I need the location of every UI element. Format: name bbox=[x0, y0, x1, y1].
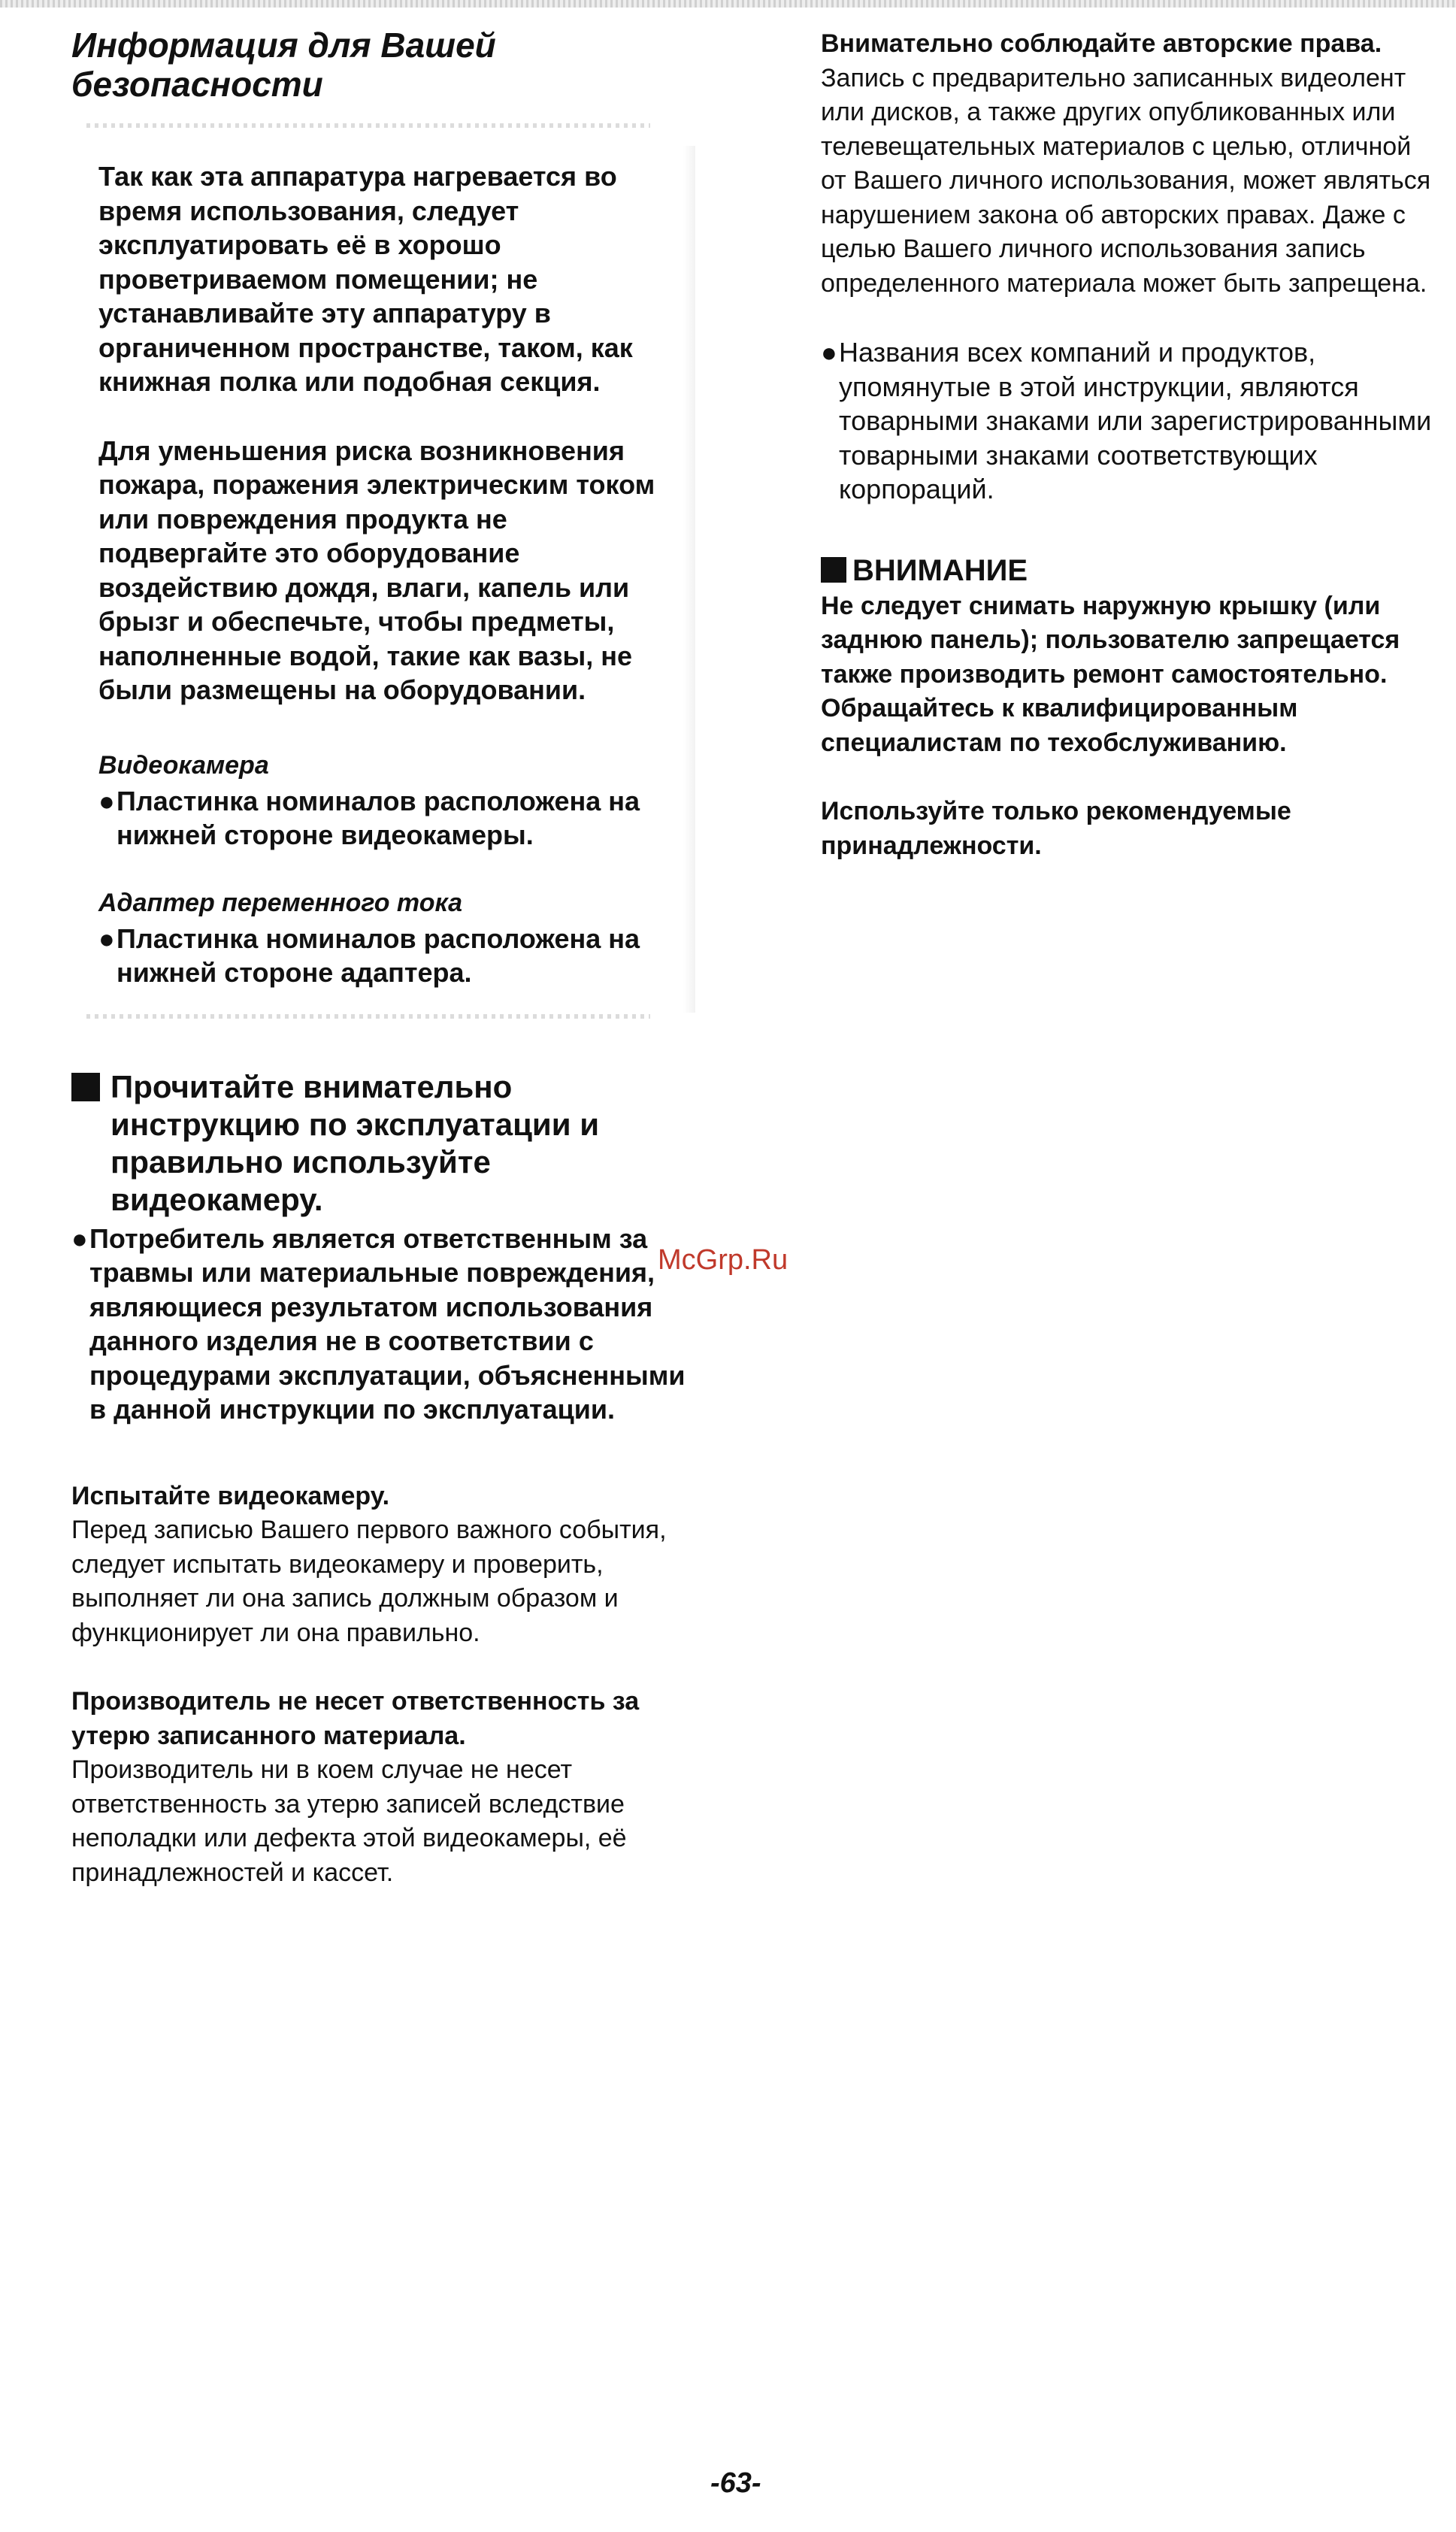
trademark-bullet-text: Названия всех компаний и продуктов, упомянутые в этой инструкции, являются товарными знаками или зарегистрированными товарными знаками соответствующих корпораций. bbox=[839, 337, 1432, 504]
trademark-bullet bbox=[821, 335, 1437, 507]
page-title: Информация для Вашей безопасности bbox=[71, 26, 496, 104]
ventilation-paragraph: Так как эта аппаратура нагревается во время использования, следует эксплуатировать её в хорошо проветриваемом помещении; не устанавливайте эту аппаратуру в органиченном пространстве, таком, как книжная полка или подобная секция. bbox=[98, 161, 633, 397]
scan-artifact-top bbox=[86, 123, 650, 128]
read-instructions-heading-text: Прочитайте внимательно инструкцию по эксплуатации и правильно используйте видеокамеру. bbox=[110, 1068, 600, 1217]
page-number: -63- bbox=[710, 2467, 761, 2499]
black-square-icon bbox=[71, 1073, 100, 1101]
responsibility-bullet bbox=[71, 1222, 695, 1427]
liability-heading: Производитель не несет ответственность за утерю записанного материала. bbox=[71, 1687, 640, 1750]
bullet-icon: ● bbox=[98, 785, 115, 816]
right-column bbox=[821, 27, 1437, 863]
safety-box bbox=[71, 146, 695, 1013]
test-camera-heading: Испытайте видеокамеру. bbox=[71, 1481, 390, 1510]
left-column bbox=[71, 26, 695, 1890]
bullet-icon: ● bbox=[71, 1222, 88, 1254]
camera-bullet bbox=[98, 784, 680, 853]
copyright-heading: Внимательно соблюдайте авторские права. bbox=[821, 29, 1382, 58]
copyright-text: Запись с предварительно записанных видеолент или дисков, а также других опубликованных или телевещательных материалов с целью, отличной от Вашего личного использования, может являться нарушением закона об авторских правах. Даже с целью Вашего личного использования запись определенного материала может быть запрещена. bbox=[821, 63, 1431, 298]
adapter-subheading: Адаптер переменного тока bbox=[98, 888, 463, 917]
adapter-bullet bbox=[98, 922, 680, 990]
camera-bullet-text: Пластинка номиналов расположена на нижней стороне видеокамеры. bbox=[117, 785, 640, 850]
adapter-bullet-text: Пластинка номиналов расположена на нижней стороне адаптера. bbox=[117, 922, 640, 988]
scan-artifact-bottom bbox=[86, 1014, 650, 1019]
responsibility-bullet-text: Потребитель является ответственным за травмы или материальные повреждения, являющиеся результатом использования данного изделия не в соответствии с процедурами эксплуатации, объясненными в данной инструкции по эксплуатации. bbox=[89, 1222, 686, 1425]
warning-text: Не следует снимать наружную крышку (или заднюю панель); пользователю запрещается также производить ремонт самостоятельно. Обращайтесь к квалифицированным специалистам по техобслуживанию. bbox=[821, 591, 1400, 757]
accessories-text: Используйте только рекомендуемые принадлежности. bbox=[821, 797, 1291, 860]
black-square-icon bbox=[821, 557, 846, 583]
warning-heading bbox=[821, 552, 1437, 589]
scan-edge bbox=[0, 0, 1456, 8]
test-camera-text: Перед записью Вашего первого важного события, следует испытать видеокамеру и проверить, выполняет ли она запись должным образом и функционирует ли она правильно. bbox=[71, 1516, 667, 1647]
watermark: McGrp.Ru bbox=[658, 1244, 789, 1276]
moisture-warning-paragraph: Для уменьшения риска возникновения пожара, поражения электрическим током или повреждения продукта не подвергайте это оборудование воздействию дождя, влаги, капель или брызг и обеспечьте, чтобы предметы, наполненные водой, такие как вазы, не были размещены на оборудовании. bbox=[98, 435, 655, 705]
warning-heading-text: ВНИМАНИЕ bbox=[852, 553, 1028, 587]
liability-text: Производитель ни в коем случае не несет ответственность за утерю записей вследствие неполадки или дефекта этой видеокамеры, её принадлежностей и кассет. bbox=[71, 1755, 627, 1887]
read-instructions-heading bbox=[71, 1068, 695, 1219]
bullet-icon: ● bbox=[821, 337, 837, 368]
camera-subheading: Видеокамера bbox=[98, 750, 269, 780]
bullet-icon: ● bbox=[98, 922, 115, 954]
